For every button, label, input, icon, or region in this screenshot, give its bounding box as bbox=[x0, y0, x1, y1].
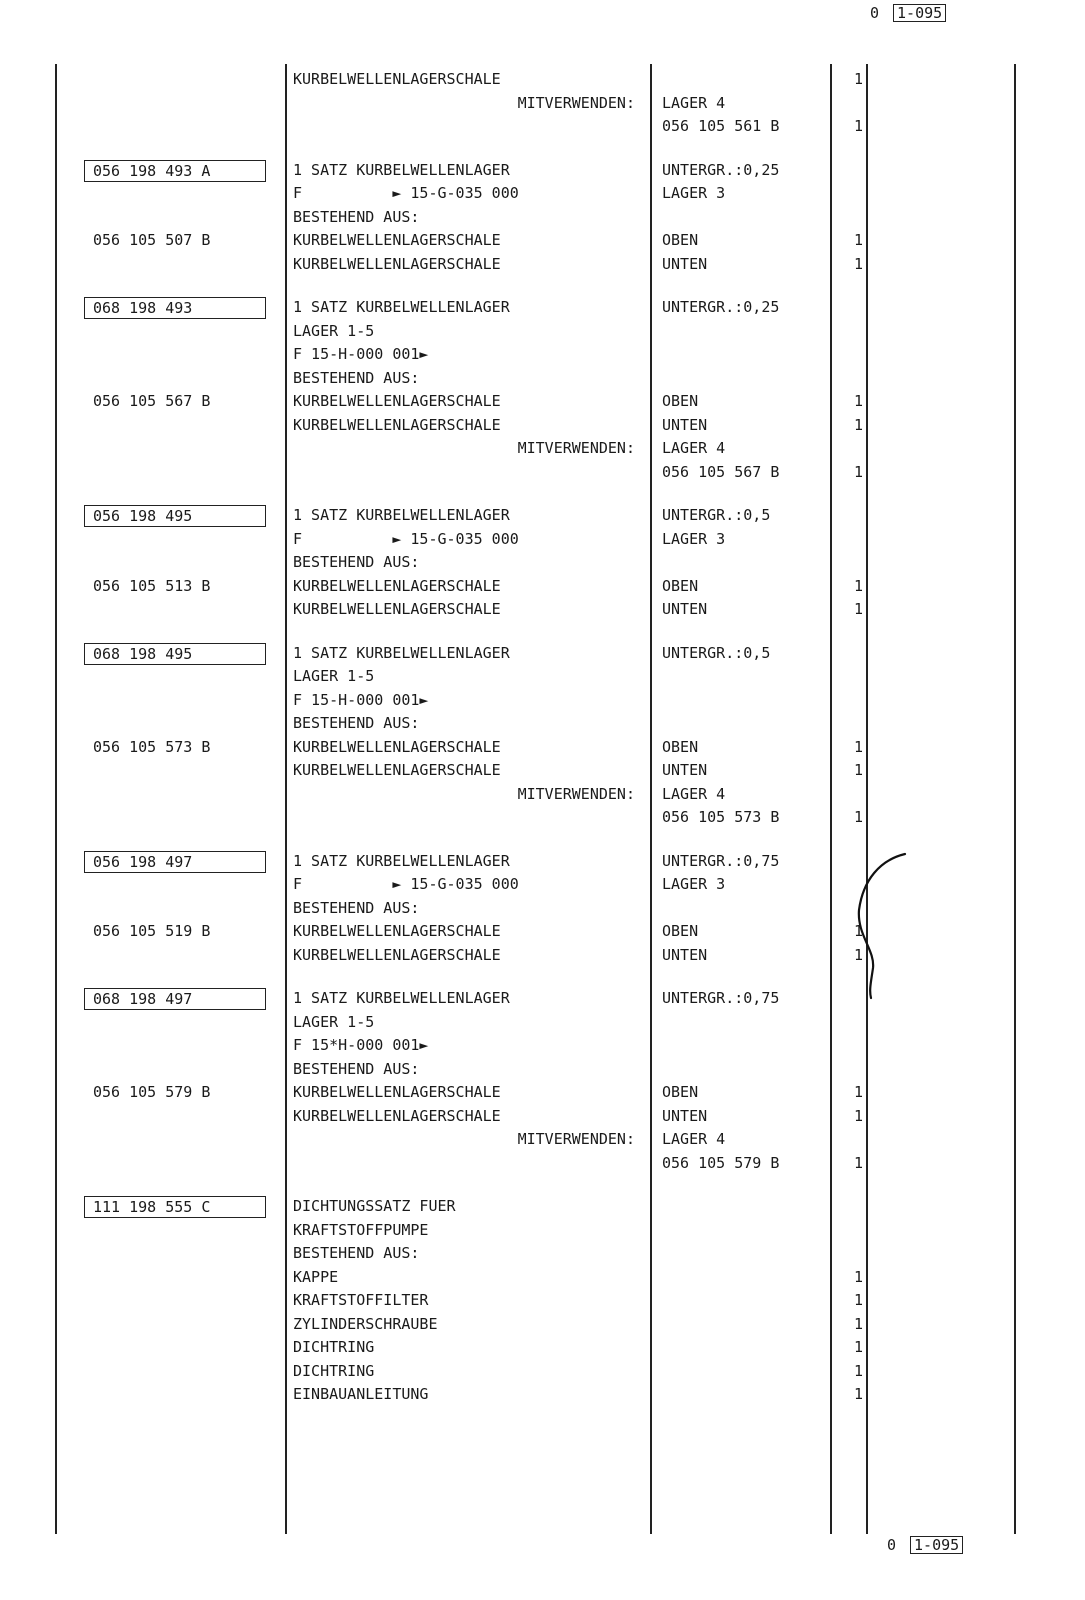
description: KURBELWELLENLAGERSCHALE bbox=[293, 415, 501, 434]
description-note: MITVERWENDEN: bbox=[517, 439, 635, 457]
remark: OBEN bbox=[662, 231, 699, 249]
part-group bbox=[0, 296, 1085, 484]
description: KURBELWELLENLAGERSCHALE bbox=[293, 1106, 501, 1125]
table-row bbox=[0, 437, 1085, 461]
remark: 056 105 567 B bbox=[662, 462, 780, 481]
table-row bbox=[0, 1128, 1085, 1152]
remark: LAGER 3 bbox=[662, 529, 726, 548]
table-row bbox=[0, 229, 1085, 253]
table-row bbox=[0, 296, 1085, 320]
part-group bbox=[0, 987, 1085, 1175]
description: KURBELWELLENLAGERSCHALE bbox=[293, 70, 501, 88]
description: LAGER 1-5 bbox=[293, 321, 375, 340]
part-number-main: 068 198 497 bbox=[84, 988, 266, 1010]
description: F 15-H-000 001► bbox=[293, 690, 429, 709]
part-number: 056 105 507 B bbox=[93, 231, 211, 249]
quantity: 1 bbox=[854, 1153, 864, 1172]
remark: LAGER 3 bbox=[662, 875, 726, 893]
table-row bbox=[0, 1034, 1085, 1058]
part-number-main: 068 198 493 bbox=[84, 297, 266, 319]
header-page-ref bbox=[870, 4, 946, 22]
description: 1 SATZ KURBELWELLENLAGER bbox=[293, 298, 510, 316]
table-row bbox=[0, 1011, 1085, 1035]
description: F ► 15-G-035 000 bbox=[293, 875, 519, 893]
description: DICHTRING bbox=[293, 1338, 375, 1356]
table-row bbox=[0, 1360, 1085, 1384]
description: BESTEHEND AUS: bbox=[293, 553, 420, 571]
table-row bbox=[0, 575, 1085, 599]
part-number-main: 068 198 495 bbox=[84, 643, 266, 665]
description: KURBELWELLENLAGERSCHALE bbox=[293, 600, 501, 618]
description: LAGER 1-5 bbox=[293, 667, 375, 685]
quantity: 1 bbox=[854, 231, 864, 249]
description: F ► 15-G-035 000 bbox=[293, 529, 519, 548]
table-row bbox=[0, 206, 1085, 230]
remark: UNTERGR.:0,25 bbox=[662, 298, 780, 316]
remark: OBEN bbox=[662, 392, 699, 410]
footer-page-ref bbox=[887, 1536, 963, 1554]
part-number: 056 105 519 B bbox=[93, 922, 211, 940]
part-number: 056 105 513 B bbox=[93, 576, 211, 595]
part-number: 056 105 567 B bbox=[93, 392, 211, 410]
table-row bbox=[0, 1242, 1085, 1266]
quantity: 1 bbox=[854, 1106, 864, 1125]
quantity: 1 bbox=[854, 415, 864, 434]
quantity: 1 bbox=[854, 1385, 864, 1403]
description: LAGER 1-5 bbox=[293, 1012, 375, 1031]
description: KAPPE bbox=[293, 1267, 339, 1286]
description: KURBELWELLENLAGERSCHALE bbox=[293, 254, 501, 273]
header-prefix: 0 bbox=[870, 4, 880, 22]
table-row bbox=[0, 68, 1085, 92]
quantity: 1 bbox=[854, 392, 864, 410]
description: KURBELWELLENLAGERSCHALE bbox=[293, 392, 501, 410]
description: DICHTUNGSSATZ FUER bbox=[293, 1197, 456, 1215]
table-row bbox=[0, 1383, 1085, 1407]
table-row bbox=[0, 1219, 1085, 1243]
description: EINBAUANLEITUNG bbox=[293, 1385, 429, 1403]
description: BESTEHEND AUS: bbox=[293, 207, 420, 226]
quantity: 1 bbox=[854, 1267, 864, 1286]
part-group bbox=[0, 642, 1085, 830]
remark: 056 105 573 B bbox=[662, 808, 780, 826]
remark: UNTERGR.:0,5 bbox=[662, 643, 771, 662]
table-row bbox=[0, 1266, 1085, 1290]
table-row bbox=[0, 806, 1085, 830]
part-number-main: 111 198 555 C bbox=[84, 1196, 266, 1218]
remark: LAGER 4 bbox=[662, 439, 726, 457]
description: 1 SATZ KURBELWELLENLAGER bbox=[293, 851, 510, 870]
part-number-main: 056 198 495 bbox=[84, 505, 266, 527]
description: BESTEHEND AUS: bbox=[293, 368, 420, 387]
table-row bbox=[0, 1058, 1085, 1082]
remark: UNTEN bbox=[662, 761, 708, 779]
part-number-main: 056 198 497 bbox=[84, 851, 266, 873]
remark: 056 105 561 B bbox=[662, 117, 780, 135]
description-note: MITVERWENDEN: bbox=[517, 93, 635, 112]
remark: 056 105 579 B bbox=[662, 1153, 780, 1172]
part-number: 056 105 579 B bbox=[93, 1083, 211, 1101]
description: KURBELWELLENLAGERSCHALE bbox=[293, 231, 501, 249]
remark: LAGER 4 bbox=[662, 93, 726, 112]
table-row bbox=[0, 689, 1085, 713]
quantity: 1 bbox=[854, 254, 864, 273]
description: 1 SATZ KURBELWELLENLAGER bbox=[293, 643, 510, 662]
description: F 15*H-000 001► bbox=[293, 1036, 429, 1054]
description-note: MITVERWENDEN: bbox=[517, 784, 635, 803]
table-row bbox=[0, 759, 1085, 783]
part-group bbox=[0, 68, 1085, 139]
quantity: 1 bbox=[854, 600, 864, 618]
quantity: 1 bbox=[854, 761, 864, 779]
table-row bbox=[0, 461, 1085, 485]
table-row bbox=[0, 920, 1085, 944]
quantity: 1 bbox=[854, 1291, 864, 1309]
table-row bbox=[0, 1336, 1085, 1360]
quantity: 1 bbox=[854, 576, 864, 595]
description: KURBELWELLENLAGERSCHALE bbox=[293, 737, 501, 756]
remark: UNTEN bbox=[662, 600, 708, 618]
quantity: 1 bbox=[854, 922, 864, 940]
table-row bbox=[0, 1081, 1085, 1105]
table-row bbox=[0, 1195, 1085, 1219]
quantity: 1 bbox=[854, 462, 864, 481]
table-row bbox=[0, 528, 1085, 552]
description: KURBELWELLENLAGERSCHALE bbox=[293, 761, 501, 779]
quantity: 1 bbox=[854, 1361, 864, 1380]
table-row bbox=[0, 944, 1085, 968]
table-row bbox=[0, 414, 1085, 438]
part-group bbox=[0, 850, 1085, 968]
table-row bbox=[0, 253, 1085, 277]
table-row bbox=[0, 736, 1085, 760]
table-row bbox=[0, 783, 1085, 807]
remark: UNTERGR.:0,75 bbox=[662, 851, 780, 870]
header-page-number: 1-095 bbox=[893, 4, 946, 22]
description: BESTEHEND AUS: bbox=[293, 898, 420, 917]
table-row bbox=[0, 642, 1085, 666]
footer-page-number: 1-095 bbox=[910, 1536, 963, 1554]
footer-prefix: 0 bbox=[887, 1536, 897, 1554]
description: KURBELWELLENLAGERSCHALE bbox=[293, 576, 501, 595]
description: 1 SATZ KURBELWELLENLAGER bbox=[293, 989, 510, 1007]
table-row bbox=[0, 665, 1085, 689]
description: 1 SATZ KURBELWELLENLAGER bbox=[293, 506, 510, 524]
description: ZYLINDERSCHRAUBE bbox=[293, 1314, 438, 1333]
part-number-main: 056 198 493 A bbox=[84, 160, 266, 182]
description: F 15-H-000 001► bbox=[293, 345, 429, 363]
quantity: 1 bbox=[854, 70, 864, 88]
remark: OBEN bbox=[662, 922, 699, 940]
description: BESTEHEND AUS: bbox=[293, 714, 420, 732]
quantity: 1 bbox=[854, 737, 864, 756]
remark: UNTERGR.:0,5 bbox=[662, 506, 771, 524]
table-row bbox=[0, 712, 1085, 736]
table-row bbox=[0, 1289, 1085, 1313]
table-row bbox=[0, 320, 1085, 344]
table-row bbox=[0, 92, 1085, 116]
table-row bbox=[0, 343, 1085, 367]
remark: UNTERGR.:0,25 bbox=[662, 160, 780, 179]
part-group bbox=[0, 504, 1085, 622]
description: KURBELWELLENLAGERSCHALE bbox=[293, 945, 501, 964]
description: BESTEHEND AUS: bbox=[293, 1059, 420, 1078]
table-row bbox=[0, 1152, 1085, 1176]
table-row bbox=[0, 897, 1085, 921]
description: KURBELWELLENLAGERSCHALE bbox=[293, 922, 501, 940]
description-note: MITVERWENDEN: bbox=[517, 1130, 635, 1148]
parts-list bbox=[0, 68, 1085, 1427]
part-group bbox=[0, 1195, 1085, 1407]
remark: UNTEN bbox=[662, 415, 708, 434]
table-row bbox=[0, 367, 1085, 391]
quantity: 1 bbox=[854, 117, 864, 135]
remark: OBEN bbox=[662, 1083, 699, 1101]
table-row bbox=[0, 390, 1085, 414]
table-row bbox=[0, 1105, 1085, 1129]
table-row bbox=[0, 182, 1085, 206]
part-number: 056 105 573 B bbox=[93, 737, 211, 756]
description: KURBELWELLENLAGERSCHALE bbox=[293, 1083, 501, 1101]
remark: OBEN bbox=[662, 576, 699, 595]
remark: UNTEN bbox=[662, 945, 708, 964]
remark: UNTEN bbox=[662, 1106, 708, 1125]
remark: LAGER 4 bbox=[662, 1130, 726, 1148]
table-row bbox=[0, 850, 1085, 874]
remark: UNTEN bbox=[662, 254, 708, 273]
table-row bbox=[0, 598, 1085, 622]
remark: OBEN bbox=[662, 737, 699, 756]
description: KRAFTSTOFFPUMPE bbox=[293, 1220, 429, 1239]
table-row bbox=[0, 873, 1085, 897]
table-row bbox=[0, 504, 1085, 528]
description: BESTEHEND AUS: bbox=[293, 1244, 420, 1262]
quantity: 1 bbox=[854, 945, 864, 964]
table-row bbox=[0, 1313, 1085, 1337]
table-row bbox=[0, 115, 1085, 139]
remark: LAGER 4 bbox=[662, 784, 726, 803]
table-row bbox=[0, 987, 1085, 1011]
quantity: 1 bbox=[854, 1338, 864, 1356]
table-row bbox=[0, 551, 1085, 575]
description: F ► 15-G-035 000 bbox=[293, 184, 519, 202]
description: 1 SATZ KURBELWELLENLAGER bbox=[293, 160, 510, 179]
part-group bbox=[0, 159, 1085, 277]
description: DICHTRING bbox=[293, 1361, 375, 1380]
quantity: 1 bbox=[854, 1083, 864, 1101]
quantity: 1 bbox=[854, 808, 864, 826]
remark: UNTERGR.:0,75 bbox=[662, 989, 780, 1007]
quantity: 1 bbox=[854, 1314, 864, 1333]
description: KRAFTSTOFFILTER bbox=[293, 1291, 429, 1309]
table-row bbox=[0, 159, 1085, 183]
remark: LAGER 3 bbox=[662, 184, 726, 202]
